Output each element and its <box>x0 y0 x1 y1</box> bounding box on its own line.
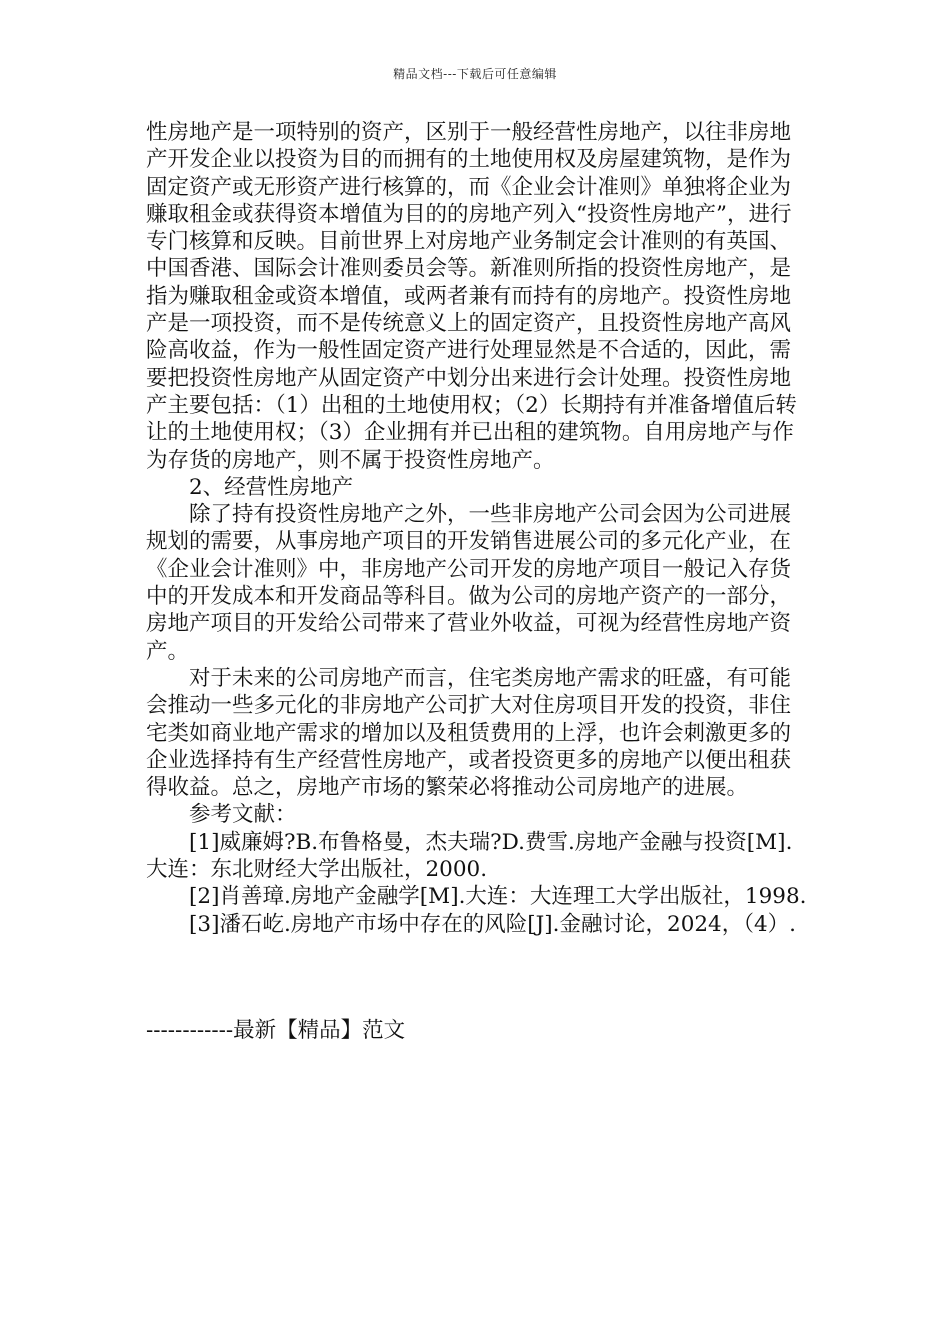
page-header: 精品文档---下载后可任意编辑 <box>393 67 557 81</box>
paragraph-operating-property: 除了持有投资性房地产之外，一些非房地产公司会因为公司进展规划的需要，从事房地产项目的开发销售进展公司的多元化产业，在《企业会计准则》中，非房地产公司开发的房地产项目一般记入存货中的开发成本和开发商品等科目。做为公司的房地产资产的一部分，房地产项目的开发给公司带来了营业外收益，可视为经营性房地产资产。 <box>146 502 792 664</box>
page-footer: ------------最新【精品】范文 <box>146 1018 406 1043</box>
document-body <box>146 119 810 938</box>
reference-item: [2]肖善璋.房地产金融学[M].大连：大连理工大学出版社，1998. <box>189 884 807 910</box>
references-heading: 参考文献： <box>189 802 297 828</box>
reference-item: [1]威廉姆?B.布鲁格曼，杰夫瑞?D.费雪.房地产金融与投资[M].大连：东北财经大学出版社，2000. <box>146 829 793 883</box>
reference-item: [3]潘石屹.房地产市场中存在的风险[J].金融讨论，2024，（4）. <box>189 911 796 937</box>
section-heading-operating-property: 2、经营性房地产 <box>189 474 354 500</box>
paragraph-investment-property: 性房地产是一项特别的资产，区别于一般经营性房地产，以往非房地产开发企业以投资为目的而拥有的土地使用权及房屋建筑物，是作为固定资产或无形资产进行核算的，而《企业会计准则》单独将企业为赚取租金或获得资本增值为目的的房地产列入“投资性房地产”，进行专门核算和反映。目前世界上对房地产业务制定会计准则的有英国、中国香港、国际会计准则委员会等。新准则所指的投资性房地产，是指为赚取租金或资本增值，或两者兼有而持有的房地产。投资性房地产是一项投资，而不是传统意义上的固定资产，且投资性房地产高风险高收益，作为一般性固定资产进行处理显然是不合适的，因此，需要把投资性房地产从固定资产中划分出来进行会计处理。投资性房地产主要包括：（1）出租的土地使用权；（2）长期持有并准备增值后转让的土地使用权；（3）企业拥有并已出租的建筑物。自用房地产与作为存货的房地产，则不属于投资性房地产。 <box>146 120 797 473</box>
paragraph-future-outlook: 对于未来的公司房地产而言，住宅类房地产需求的旺盛，有可能会推动一些多元化的非房地产公司扩大对住房项目开发的投资，非住宅类如商业地产需求的增加以及租赁费用的上浮，也许会刺激更多的企业选择持有生产经营性房地产，或者投资更多的房地产以便出租获得收益。总之，房地产市场的繁荣必将推动公司房地产的进展。 <box>146 665 792 801</box>
